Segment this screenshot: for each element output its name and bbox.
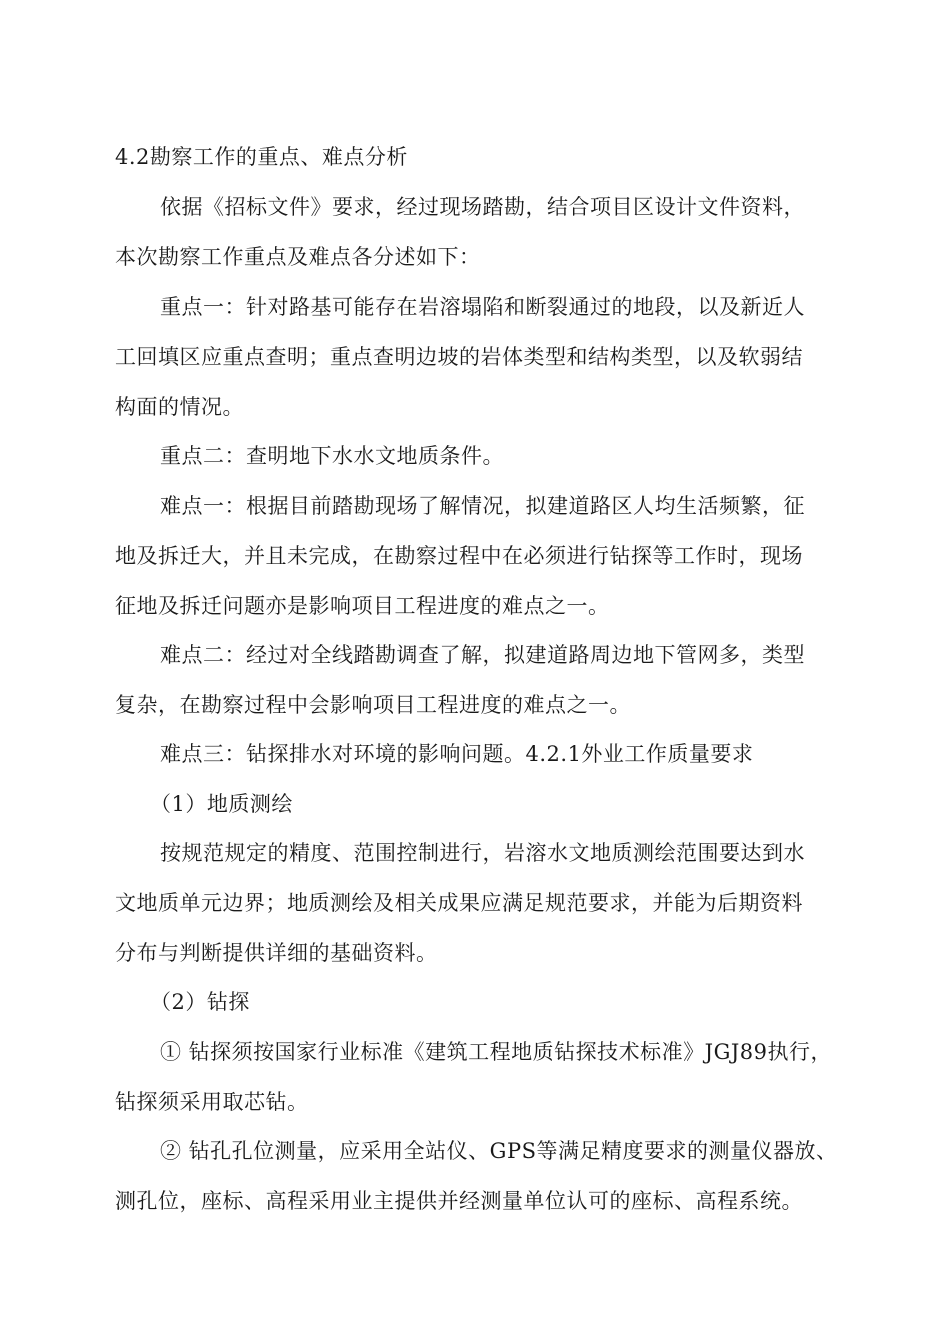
subheading-line: （2）钻探 <box>150 990 250 1014</box>
paragraph-line: 征地及拆迁问题亦是影响项目工程进度的难点之一。 <box>115 594 610 618</box>
paragraph-line: 本次勘察工作重点及难点各分述如下： <box>115 245 481 269</box>
paragraph-line: 地及拆迁大，并且未完成，在勘察过程中在必须进行钻探等工作时，现场 <box>115 544 803 568</box>
paragraph-line: 难点二：经过对全线踏勘调查了解，拟建道路周边地下管网多，类型 <box>160 643 805 667</box>
paragraph-line: 测孔位，座标、高程采用业主提供并经测量单位认可的座标、高程系统。 <box>115 1189 803 1213</box>
paragraph-line: 工回填区应重点查明；重点查明边坡的岩体类型和结构类型，以及软弱结 <box>115 345 803 369</box>
paragraph-line: 构面的情况。 <box>115 395 244 419</box>
paragraph-line: 复杂，在勘察过程中会影响项目工程进度的难点之一。 <box>115 693 631 717</box>
paragraph-line: 钻探须采用取芯钻。 <box>115 1090 309 1114</box>
subheading-line: （1）地质测绘 <box>150 792 293 816</box>
section-heading: 4.2勘察工作的重点、难点分析 <box>115 145 408 169</box>
paragraph-line: 按规范规定的精度、范围控制进行，岩溶水文地质测绘范围要达到水 <box>160 841 805 865</box>
paragraph-line: 难点三：钻探排水对环境的影响问题。4.2.1外业工作质量要求 <box>160 742 754 766</box>
paragraph-line: 重点一：针对路基可能存在岩溶塌陷和断裂通过的地段，以及新近人 <box>160 295 805 319</box>
paragraph-line: 重点二：查明地下水水文地质条件。 <box>160 444 504 468</box>
paragraph-line: ① 钻探须按国家行业标准《建筑工程地质钻探技术标准》JGJ89执行， <box>160 1040 833 1064</box>
paragraph-line: ② 钻孔孔位测量，应采用全站仪、GPS等满足精度要求的测量仪器放、 <box>160 1139 838 1163</box>
paragraph-line: 依据《招标文件》要求，经过现场踏勘，结合项目区设计文件资料， <box>160 195 805 219</box>
paragraph-line: 分布与判断提供详细的基础资料。 <box>115 941 438 965</box>
paragraph-line: 文地质单元边界；地质测绘及相关成果应满足规范要求，并能为后期资料 <box>115 891 803 915</box>
paragraph-line: 难点一：根据目前踏勘现场了解情况，拟建道路区人均生活频繁，征 <box>160 494 805 518</box>
